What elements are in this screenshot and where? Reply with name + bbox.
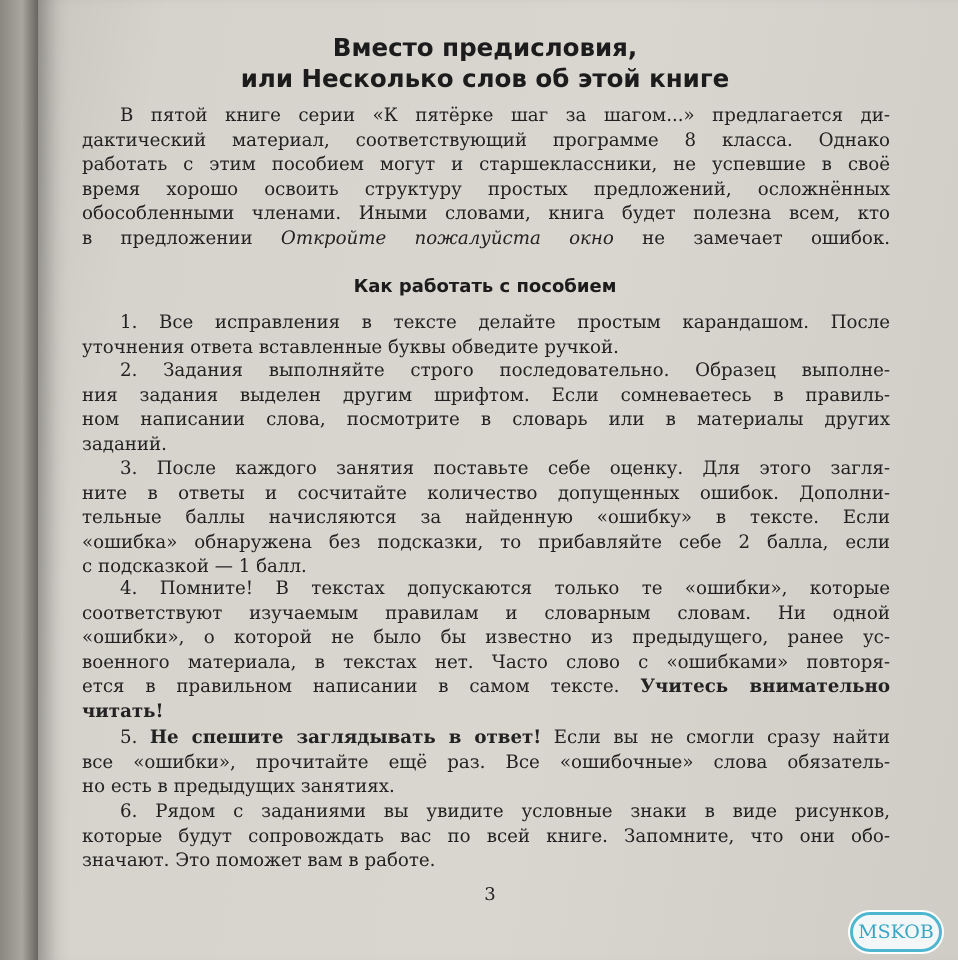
text-run: 5.	[120, 727, 150, 748]
text-line: но есть в предыдущих занятиях.	[82, 776, 395, 798]
section-heading: Как работать с пособием	[353, 276, 617, 297]
text-line: все «ошибки», прочитайте ещё раз. Все «ошибочные» слова обязатель-	[82, 751, 890, 773]
text-run: Если вы не смогли сразу найти	[541, 727, 890, 748]
instruction-item-2	[82, 359, 890, 457]
facing-page-edge	[0, 0, 40, 960]
text-line	[82, 700, 890, 725]
watermark-logo: MSKOB	[850, 912, 942, 952]
text-line: уточнения ответа вставленные буквы обведите ручкой.	[82, 336, 619, 358]
text-line: дактический материал, соответствующий программе 8 класса. Однако	[82, 129, 890, 151]
text-line: «ошибки», о которой не было бы известно из предыдущего, ранее ус-	[82, 627, 890, 649]
text-line	[82, 227, 890, 252]
text-line	[82, 675, 890, 700]
text-line: 6. Рядом с заданиями вы увидите условные знаки в виде рисунков,	[120, 801, 890, 822]
text-line: значают. Это поможет вам в работе.	[82, 850, 436, 872]
text-line: работать с этим пособием могут и старшеклассники, не успевшие в своё	[82, 154, 890, 176]
intro-paragraph	[82, 104, 890, 252]
bold-emphasis: Учитесь внимательно	[640, 676, 890, 698]
text-line: ном написании слова, посмотрите в словарь или в материалы других	[82, 409, 890, 431]
text-line: соответствуют изучаемым правилам и словарным словам. Ни одной	[82, 602, 890, 624]
text-line: 1. Все исправления в тексте делайте простым карандашом. После	[120, 312, 890, 333]
text-line: В пятой книге серии «К пятёрке шаг за шагом...» предлагается ди-	[120, 105, 890, 126]
text-line: «ошибка» обнаружена без подсказки, то прибавляйте себе 2 балла, если	[82, 531, 890, 553]
page-title-line-1: Вместо предисловия,	[332, 33, 638, 62]
text-run: в предложении	[82, 227, 281, 249]
text-line: ния задания выделен другим шрифтом. Если сомневаетесь в правиль-	[82, 384, 890, 406]
text-line: заданий.	[82, 433, 167, 455]
text-line: которые будут сопровождать вас по всей книге. Запомните, что они обо-	[82, 825, 890, 847]
instruction-item-3	[82, 457, 890, 580]
text-line: 3. После каждого занятия поставьте себе оценку. Для этого загля-	[120, 458, 890, 479]
bold-emphasis: читать!	[82, 700, 164, 722]
page-number: 3	[484, 884, 496, 905]
instruction-item-5	[82, 726, 890, 800]
instruction-item-4	[82, 577, 890, 725]
instruction-item-1	[82, 311, 890, 360]
text-line: тельные баллы начисляются за найденную «ошибку» в тексте. Если	[82, 507, 890, 529]
page-title-line-2: или Несколько слов об этой книге	[240, 64, 730, 93]
text-run: ется в правильном написании в самом тексте.	[82, 676, 641, 698]
text-line	[82, 726, 890, 751]
text-line: 4. Помните! В текстах допускаются только те «ошибки», которые	[120, 578, 890, 599]
text-line: 2. Задания выполняйте строго последовательно. Образец выполне-	[120, 360, 890, 381]
text-line: военного материала, в текстах нет. Часто слово с «ошибками» повторя-	[82, 651, 890, 673]
italic-example-phrase: Откройте пожалуйста окно	[280, 227, 614, 249]
text-line: ните в ответы и сосчитайте количество допущенных ошибок. Дополни-	[82, 482, 890, 504]
text-run: не замечает ошибок.	[613, 227, 890, 249]
bold-emphasis: Не спешите заглядывать в ответ!	[149, 727, 542, 748]
text-line: с подсказкой — 1 балл.	[82, 556, 307, 578]
text-line: обособленными членами. Иными словами, книга будет полезна всем, кто	[82, 203, 890, 225]
instruction-item-6	[82, 800, 890, 874]
text-line: время хорошо освоить структуру простых предложений, осложнённых	[82, 178, 890, 200]
